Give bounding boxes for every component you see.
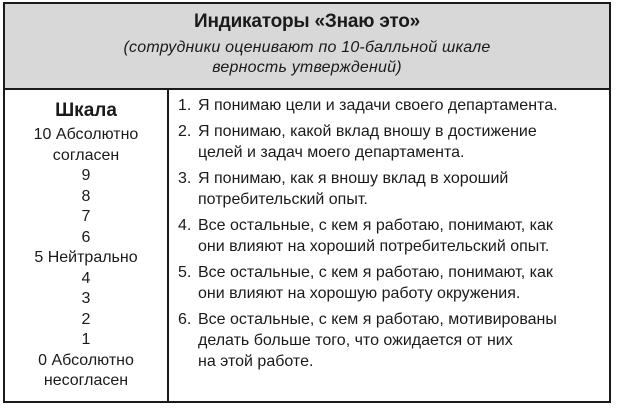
statement-text [198,168,602,210]
scale-item: несогласен [43,372,129,389]
subtitle-line: (сотрудники оценивают по 10-балльной шкале [123,39,491,56]
statement-line: они влияют на хороший потребительский опыт. [198,238,550,255]
statement-item [178,215,602,257]
statement-item [178,309,602,372]
statement-line: делать больше того, что ожидается от них [198,332,513,349]
scale-item: 2 [81,310,91,328]
scale-item: 5 Нейтрально [34,249,138,266]
statement-item [178,262,602,304]
statement-line: целей и задач моего департамента. [198,144,465,161]
statement-line: Я понимаю цели и задачи своего департамента. [198,97,558,114]
statement-text [198,262,602,304]
scale-item: 7 [81,208,91,225]
scale-title: Шкала [55,100,117,121]
scale-item: 10 Абсолютно [33,126,139,143]
statement-number: 1. [178,97,192,114]
table-title: Индикаторы «Знаю это» [193,11,420,32]
statement-item [178,95,602,116]
table-subtitle [65,38,549,78]
statement-number: 2. [178,123,192,140]
statement-line: они влияют на хорошую работу окружения. [198,285,521,302]
statement-line: на этой работе. [198,353,314,370]
scale-list [5,125,167,392]
statement-item [178,121,602,163]
statement-text [198,95,602,116]
statement-line: потребительский опыт. [198,191,368,208]
statement-number: 5. [178,264,192,281]
scale-item: 6 [81,228,91,246]
scale-item: 9 [81,167,91,184]
scale-column [5,90,169,401]
statement-text [198,121,602,163]
statement-line: Я понимаю, как я вношу вклад в хороший [198,170,509,187]
statement-text [198,215,602,257]
statement-line: Все остальные, с кем я работаю, мотивированы [198,311,557,328]
scale-item: 4 [81,269,91,287]
statement-number: 3. [178,170,192,187]
statement-text [198,309,602,372]
scale-item: 1 [81,331,91,348]
subtitle-line: верность утверждений) [212,59,402,76]
table-header [5,4,609,90]
scale-item: 3 [81,290,91,307]
statement-number: 4. [178,217,192,234]
statement-item [178,168,602,210]
statement-line: Все остальные, с кем я работаю, понимают, как [198,264,553,281]
statements-list [178,95,602,377]
statement-number: 6. [178,311,192,328]
scale-item: 8 [81,187,91,205]
scale-item: согласен [52,146,120,164]
statement-line: Я понимаю, какой вклад вношу в достижение [198,123,537,140]
statement-line: Все остальные, с кем я работаю, понимают, как [198,217,553,234]
scale-item: 0 Абсолютно [38,351,134,369]
